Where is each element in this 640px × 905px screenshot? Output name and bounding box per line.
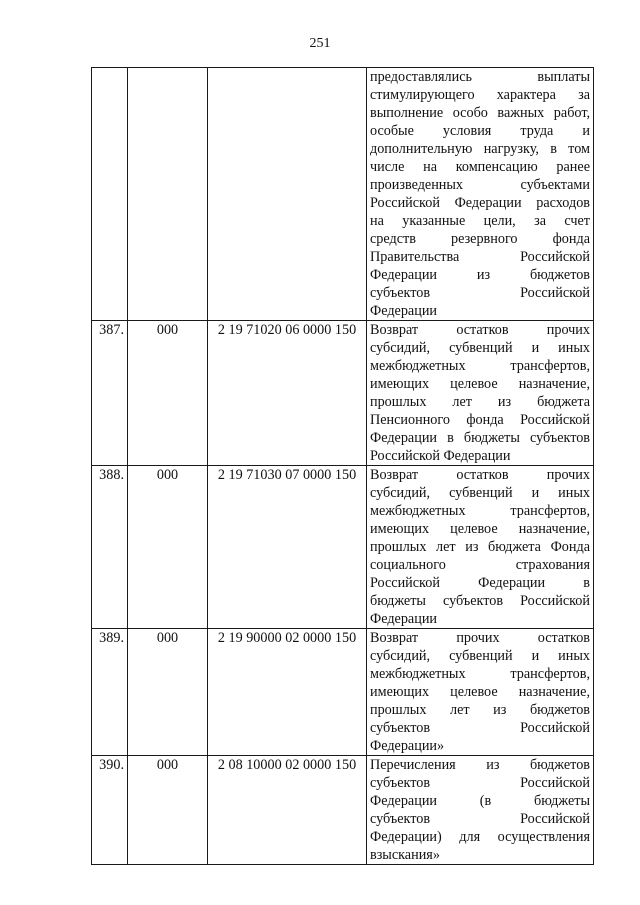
revenue-name-line: прошлых лет из бюджета Фонда	[370, 539, 590, 555]
page-number: 251	[309, 36, 331, 51]
revenue-name-line: имеющих целевое назначение,	[370, 521, 590, 537]
revenue-name-cell	[367, 629, 594, 756]
row-number-cell: 390.	[92, 756, 128, 865]
budget-classification-code-cell: 2 08 10000 02 0000 150	[208, 756, 367, 865]
admin-code-cell	[128, 68, 208, 321]
revenue-name-line: имеющих целевое назначение,	[370, 684, 590, 700]
row-number-cell: 387.	[92, 321, 128, 466]
admin-code-cell: 000	[128, 756, 208, 865]
table-body	[92, 68, 594, 865]
table-row	[92, 466, 594, 629]
revenue-name-line: дополнительную нагрузку, в том	[370, 141, 590, 157]
revenue-name-cell	[367, 321, 594, 466]
budget-classification-code-cell: 2 19 90000 02 0000 150	[208, 629, 367, 756]
revenue-name-line: прошлых лет из бюджетов	[370, 702, 590, 718]
revenue-name-line: субъектов Российской	[370, 720, 590, 736]
revenue-name-line: Правительства Российской	[370, 249, 590, 265]
revenue-name-line: Возврат прочих остатков	[370, 630, 590, 646]
revenue-name-line: Федерации из бюджетов	[370, 267, 590, 283]
admin-code-cell: 000	[128, 466, 208, 629]
budget-classification-code-cell: 2 19 71020 06 0000 150	[208, 321, 367, 466]
admin-code-cell: 000	[128, 629, 208, 756]
revenue-name-line: Возврат остатков прочих	[370, 322, 590, 338]
row-number-cell	[92, 68, 128, 321]
row-number-cell: 388.	[92, 466, 128, 629]
revenue-name-line: межбюджетных трансфертов,	[370, 666, 590, 682]
revenue-name-line: межбюджетных трансфертов,	[370, 503, 590, 519]
revenue-name-line: Федерации	[370, 611, 438, 627]
revenue-name-line: социального страхования	[370, 557, 590, 573]
revenue-name-line: Федерации в бюджеты субъектов	[370, 430, 590, 446]
revenue-name-line: выполнение особо важных работ,	[370, 105, 590, 121]
revenue-name-line: Перечисления из бюджетов	[370, 757, 590, 773]
revenue-name-line: средств резервного фонда	[370, 231, 590, 247]
revenue-name-line: стимулирующего характера за	[370, 87, 590, 103]
revenue-name-line: произведенных субъектами	[370, 177, 590, 193]
revenue-name-line: на указанные цели, за счет	[370, 213, 590, 229]
revenue-name-line: Федерации	[370, 303, 438, 319]
budget-classification-code-cell	[208, 68, 367, 321]
revenue-name-line: субсидий, субвенций и иных	[370, 485, 590, 501]
revenue-name-line: Пенсионного фонда Российской	[370, 412, 590, 428]
revenue-name-cell	[367, 756, 594, 865]
revenue-name-line: числе на компенсацию ранее	[370, 159, 590, 175]
revenue-name-cell	[367, 68, 594, 321]
revenue-name-line: Федерации»	[370, 738, 445, 754]
revenue-name-line: субъектов Российской	[370, 775, 590, 791]
budget-code-table	[91, 67, 594, 865]
revenue-name-line: предоставлялись выплаты	[370, 69, 590, 85]
row-number-cell: 389.	[92, 629, 128, 756]
revenue-name-line: бюджеты субъектов Российской	[370, 593, 590, 609]
revenue-name-line: Федерации (в бюджеты	[370, 793, 590, 809]
table-row	[92, 629, 594, 756]
revenue-name-line: Российской Федерации в	[370, 575, 590, 591]
table-row	[92, 321, 594, 466]
revenue-name-line: Российской Федерации расходов	[370, 195, 590, 211]
revenue-name-line: субсидий, субвенций и иных	[370, 340, 590, 356]
revenue-name-line: прошлых лет из бюджета	[370, 394, 590, 410]
revenue-name-line: Российской Федерации	[370, 448, 511, 464]
revenue-name-line: Федерации) для осуществления	[370, 829, 590, 845]
revenue-name-line: межбюджетных трансфертов,	[370, 358, 590, 374]
revenue-name-line: субъектов Российской	[370, 285, 590, 301]
revenue-name-line: взыскания»	[370, 847, 440, 863]
revenue-name-line: особые условия труда и	[370, 123, 590, 139]
revenue-name-line: субъектов Российской	[370, 811, 590, 827]
budget-classification-code-cell: 2 19 71030 07 0000 150	[208, 466, 367, 629]
table-row	[92, 756, 594, 865]
table-row	[92, 68, 594, 321]
revenue-name-line: имеющих целевое назначение,	[370, 376, 590, 392]
revenue-name-cell	[367, 466, 594, 629]
revenue-name-line: Возврат остатков прочих	[370, 467, 590, 483]
admin-code-cell: 000	[128, 321, 208, 466]
revenue-name-line: субсидий, субвенций и иных	[370, 648, 590, 664]
